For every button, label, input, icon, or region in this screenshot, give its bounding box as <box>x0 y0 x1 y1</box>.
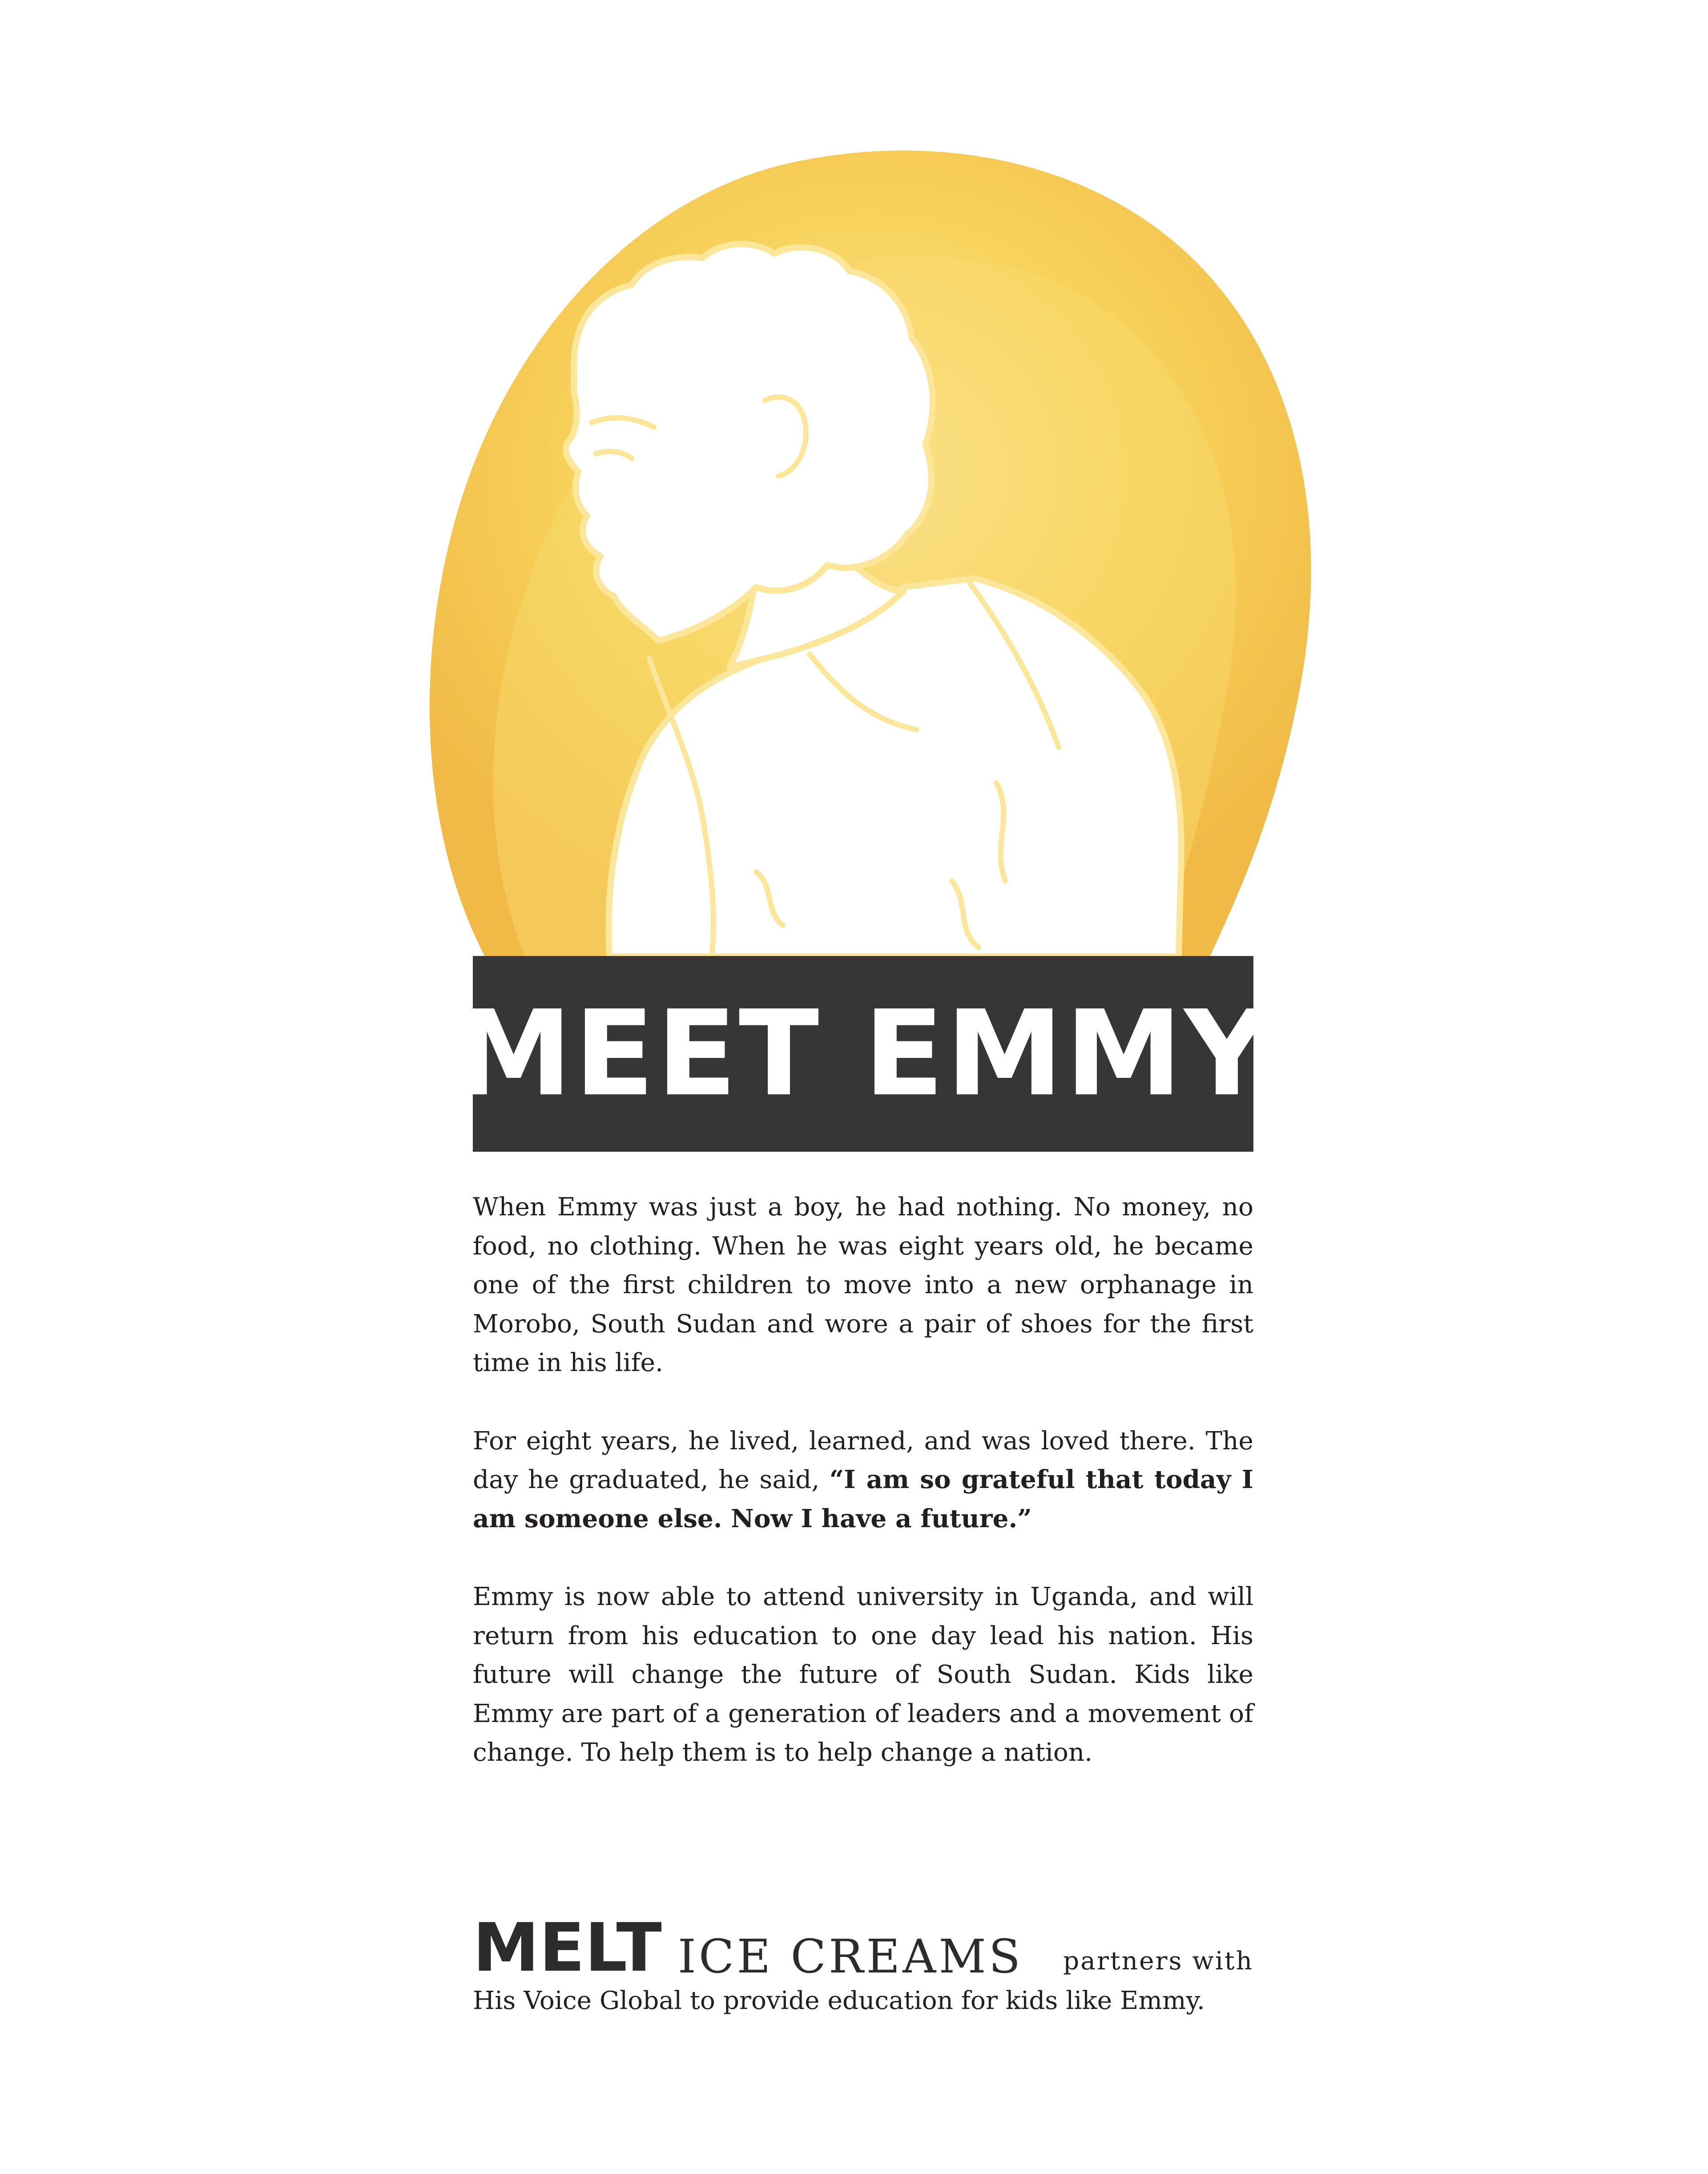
melt-ice-creams-logo <box>473 1909 1023 1987</box>
title-banner <box>455 956 1272 1152</box>
page-title: MEET EMMY <box>455 985 1272 1122</box>
brand-line <box>473 1909 1253 1987</box>
brand-melt: MELT <box>473 1909 662 1987</box>
story-paragraph-3: Emmy is now able to attend university in Uganda, and will return from his education to one day lead his nation. His future will change the future of South Sudan. Kids like Emmy are part of a generation of leaders and a movement of change. To help them is to help change a nation. <box>473 1582 1253 1767</box>
brand-ice-creams: ICE CREAMS <box>677 1929 1023 1984</box>
portrait-illustration <box>0 0 1708 1023</box>
story-text <box>473 1188 1253 1772</box>
closing-rest: His Voice Global to provide education for kids like Emmy. <box>473 1986 1205 2015</box>
story-paragraph-2-lead: For eight years, he lived, learned, and was loved there. The day he graduated, he said, <box>473 1426 1253 1494</box>
story-paragraph-1: When Emmy was just a boy, he had nothing. No money, no food, no clothing. When he was eight years old, he became one of the first children to move into a new orphanage in Morobo, South Sudan and wore a pair of shoes for the first time in his life. <box>473 1193 1253 1377</box>
closing-statement <box>473 1909 1253 2021</box>
story-paragraph-2 <box>473 1422 1253 1539</box>
emmy-quote: “I am so grateful that today I am someone else. Now I have a future.” <box>473 1465 1253 1533</box>
closing-tail: partners with <box>1063 1946 1253 1976</box>
